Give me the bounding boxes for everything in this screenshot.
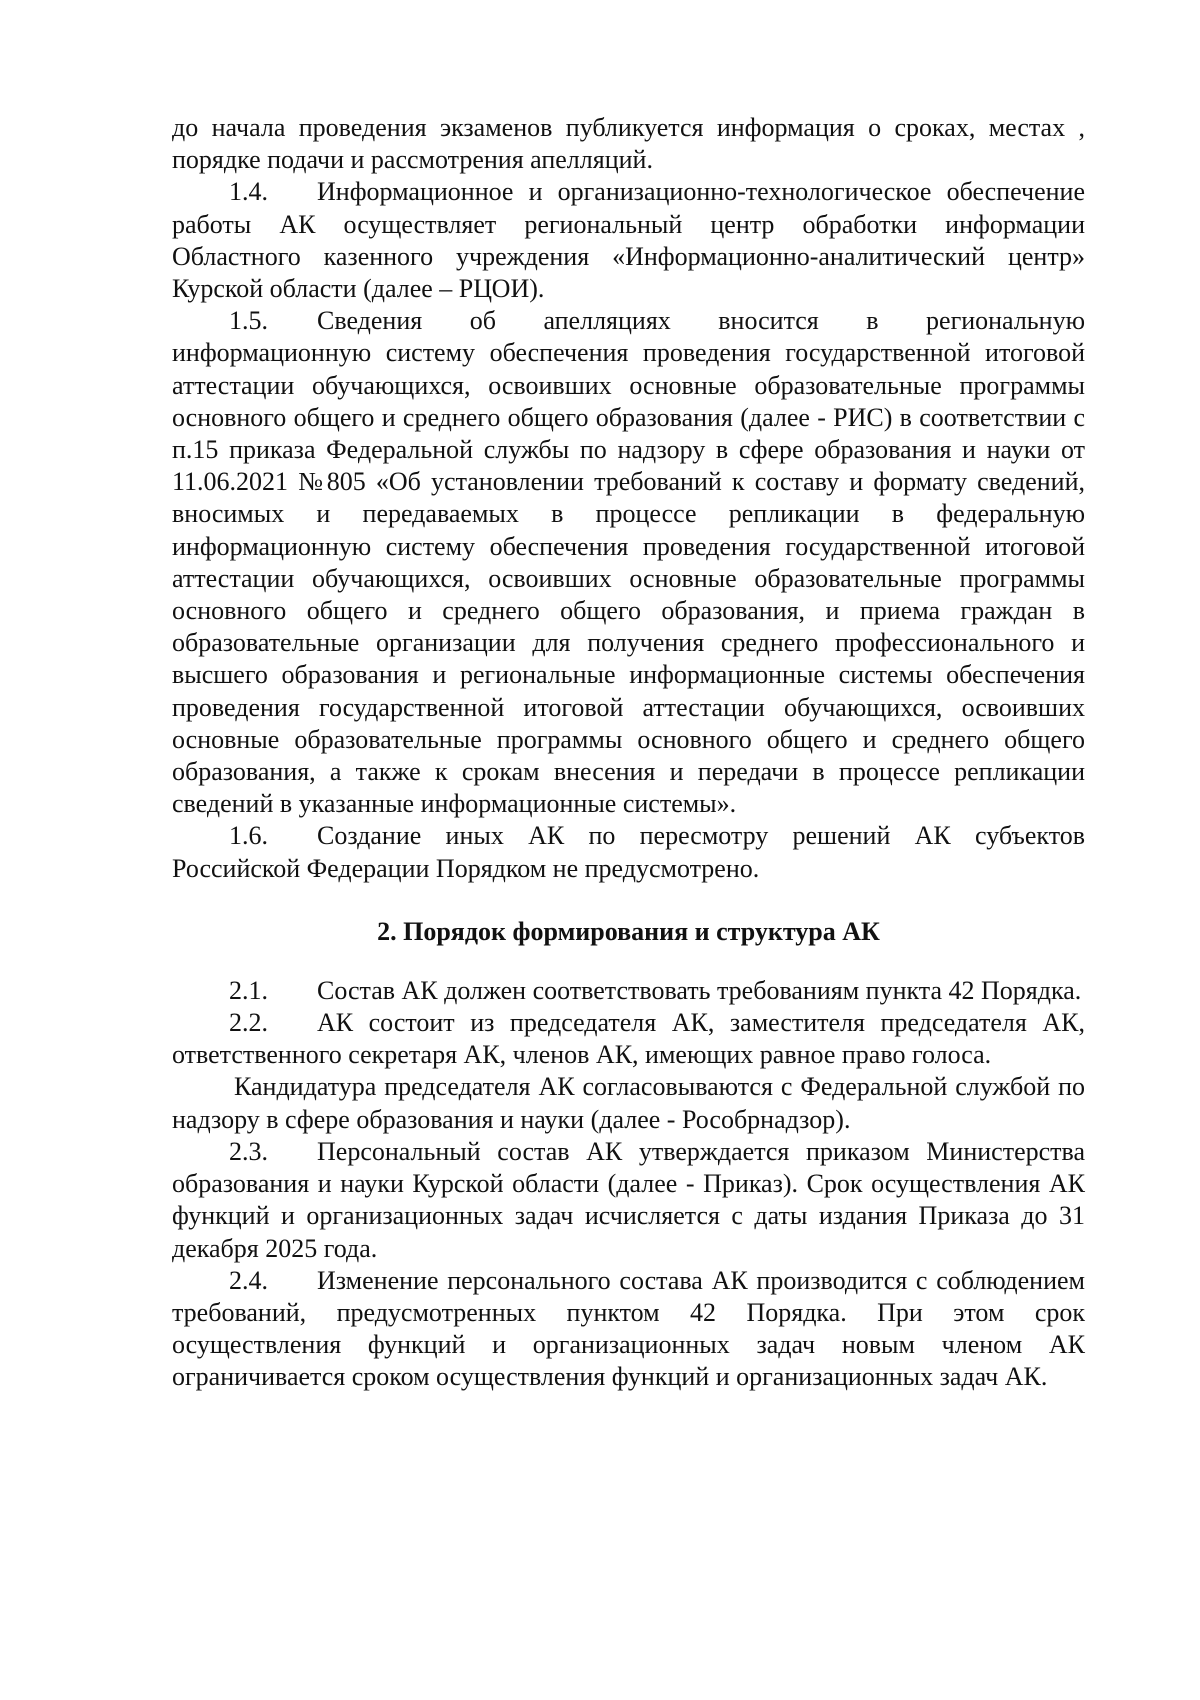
document-body [172, 112, 1085, 1394]
item-text: Персональный состав АК утверждается приказом Министерства образования и науки Курской области (далее - Приказ). Срок осуществления АК функций и организационных задач исчисляется с даты издания Приказа до 31 декабря 2025 года. [172, 1136, 1085, 1263]
paragraph-candidate: Кандидатура председателя АК согласовываются с Федеральной службой по надзору в сфере образования и науки (далее - Рособрнадзор). [172, 1072, 1085, 1134]
section-2-heading: 2. Порядок формирования и структура АК [377, 916, 880, 946]
paragraph-1-5 [172, 305, 1085, 820]
item-number: 2.4. [229, 1265, 268, 1295]
item-number: 1.5. [229, 306, 268, 336]
paragraph-1-4 [172, 176, 1085, 305]
paragraph-intro: до начала проведения экзаменов публикуется информация о сроках, местах , порядке подачи и рассмотрения апелляций. [172, 113, 1085, 175]
paragraph-2-3 [172, 1136, 1085, 1265]
item-number: 1.4. [229, 177, 268, 207]
paragraph-1-6 [172, 820, 1085, 884]
item-text: АК состоит из председателя АК, заместителя председателя АК, ответственного секретаря АК, членов АК, имеющих равное право голоса. [172, 1008, 1085, 1070]
item-text: Создание иных АК по пересмотру решений АК субъектов Российской Федерации Порядком не предусмотрено. [172, 821, 1085, 883]
item-number: 2.1. [229, 975, 268, 1005]
paragraph-2-4 [172, 1265, 1085, 1394]
item-number: 2.3. [229, 1136, 268, 1166]
item-text: Информационное и организационно-технологическое обеспечение работы АК осуществляет региональный центр обработки информации Областного казенного учреждения «Информационно-аналитический центр» Курской области (далее – РЦОИ). [172, 177, 1085, 304]
item-number: 2.2. [229, 1008, 268, 1038]
item-number: 1.6. [229, 821, 268, 851]
item-text: Изменение персонального состава АК производится с соблюдением требований, предусмотренных пунктом 42 Порядка. При этом срок осуществления функций и организационных задач новым членом АК ограничивается сроком осуществления функций и организационных задач АК. [172, 1265, 1085, 1392]
item-text: Состав АК должен соответствовать требованиям пункта 42 Порядка. [317, 975, 1082, 1005]
paragraph-2-1 [172, 975, 1085, 1007]
paragraph-2-2 [172, 1007, 1085, 1071]
item-text: Сведения об апелляциях вносится в региональную информационную систему обеспечения проведения государственной итоговой аттестации обучающихся, освоивших основные образовательные программы основного общего и среднего общего образования (далее - РИС) в соответствии с п.15 приказа Федеральной службы по надзору в сфере образования и науки от 11.06.2021 №805 «Об установлении требований к составу и формату сведений, вносимых и передаваемых в процессе репликации в федеральную информационную систему обеспечения проведения государственной итоговой аттестации обучающихся, освоивших основные образовательные программы основного общего и среднего общего образования, и приема граждан в образовательные организации для получения среднего профессионального и высшего образования и региональные информационные системы обеспечения проведения государственной итоговой аттестации обучающихся, освоивших основные образовательные программы основного общего и среднего общего образования, а также к срокам внесения и передачи в процессе репликации сведений в указанные информационные системы». [172, 306, 1085, 819]
